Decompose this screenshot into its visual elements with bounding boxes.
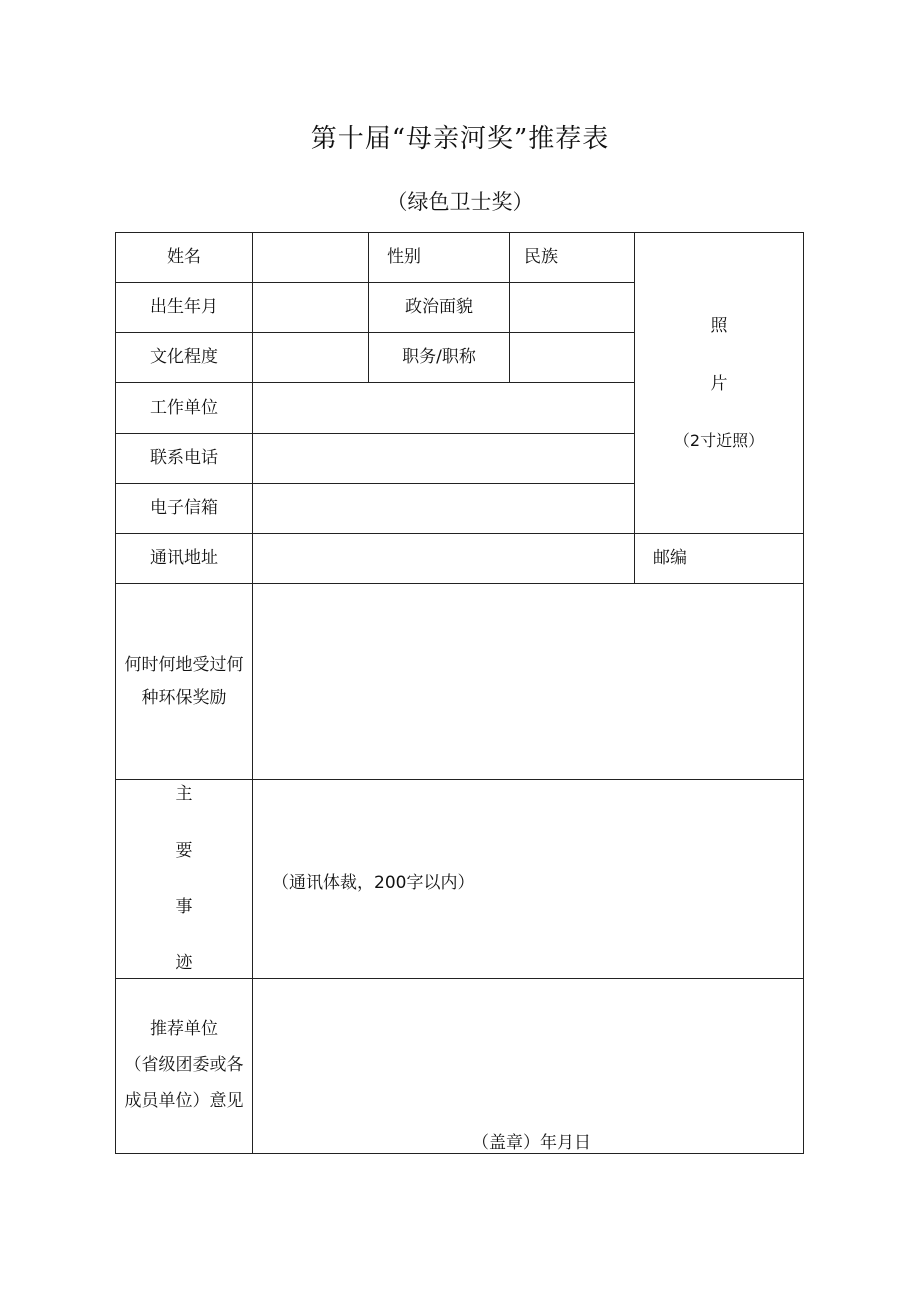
postcode-label: 邮编: [653, 548, 687, 569]
postcode-cell[interactable]: [634, 533, 804, 584]
form-subtitle: （绿色卫士奖）: [386, 190, 534, 214]
address-label: 通讯地址: [150, 548, 218, 569]
photo-cell[interactable]: [634, 232, 804, 534]
workplace-label-cell: [115, 382, 253, 434]
deeds-label-char-3: 事: [175, 897, 193, 917]
birth-label: 出生年月: [150, 297, 218, 318]
gender-label: 性别: [387, 247, 421, 268]
email-input-cell[interactable]: [252, 483, 635, 534]
address-input-cell[interactable]: [252, 533, 635, 584]
position-label-cell: [368, 332, 510, 383]
political-label-cell: [368, 282, 510, 333]
gender-label-cell: [368, 232, 510, 283]
awards-input-cell[interactable]: [252, 583, 804, 780]
education-input-cell[interactable]: [252, 332, 369, 383]
name-label-cell: [115, 232, 253, 283]
email-label: 电子信箱: [150, 498, 218, 519]
deeds-label-char-2: 要: [175, 840, 193, 861]
form-title: 第十届“母亲河奖”推荐表: [310, 124, 610, 154]
education-label-cell: [115, 332, 253, 383]
recommender-label-line1: 推荐单位: [150, 1019, 218, 1040]
position-label: 职务/职称: [402, 347, 476, 368]
awards-label-cell: [115, 583, 253, 780]
email-label-cell: [115, 483, 253, 534]
birth-label-cell: [115, 282, 253, 333]
recommender-label-line3: 成员单位）意见: [124, 1090, 244, 1111]
photo-label-line1: 照: [710, 315, 728, 336]
stamp-date-text: （盖章）年月日: [472, 1133, 591, 1153]
address-label-cell: [115, 533, 253, 584]
deeds-label-cell: [115, 779, 253, 979]
name-label: 姓名: [167, 247, 201, 268]
position-input-cell[interactable]: [509, 332, 635, 383]
recommender-label-line2: （省级团委或各: [124, 1055, 244, 1076]
name-input-cell[interactable]: [252, 232, 369, 283]
awards-label-line1: 何时何地受过何: [124, 655, 244, 676]
political-label: 政治面貌: [405, 297, 473, 318]
political-input-cell[interactable]: [509, 282, 635, 333]
awards-label-line2: 种环保奖励: [141, 687, 227, 708]
phone-input-cell[interactable]: [252, 433, 635, 484]
workplace-input-cell[interactable]: [252, 382, 635, 434]
photo-size-note: （2寸近照）: [673, 431, 765, 451]
deeds-label-char-4: 迹: [175, 953, 193, 974]
workplace-label: 工作单位: [150, 397, 218, 418]
recommender-label-cell: [115, 978, 253, 1154]
education-label: 文化程度: [150, 347, 218, 368]
photo-label-line2: 片: [710, 373, 728, 394]
phone-label: 联系电话: [150, 448, 218, 469]
ethnicity-label: 民族: [524, 247, 558, 268]
ethnicity-label-cell: [509, 232, 635, 283]
phone-label-cell: [115, 433, 253, 484]
deeds-note: （通讯体裁，200字以内）: [272, 873, 475, 893]
deeds-label-char-1: 主: [175, 784, 193, 805]
birth-input-cell[interactable]: [252, 282, 369, 333]
